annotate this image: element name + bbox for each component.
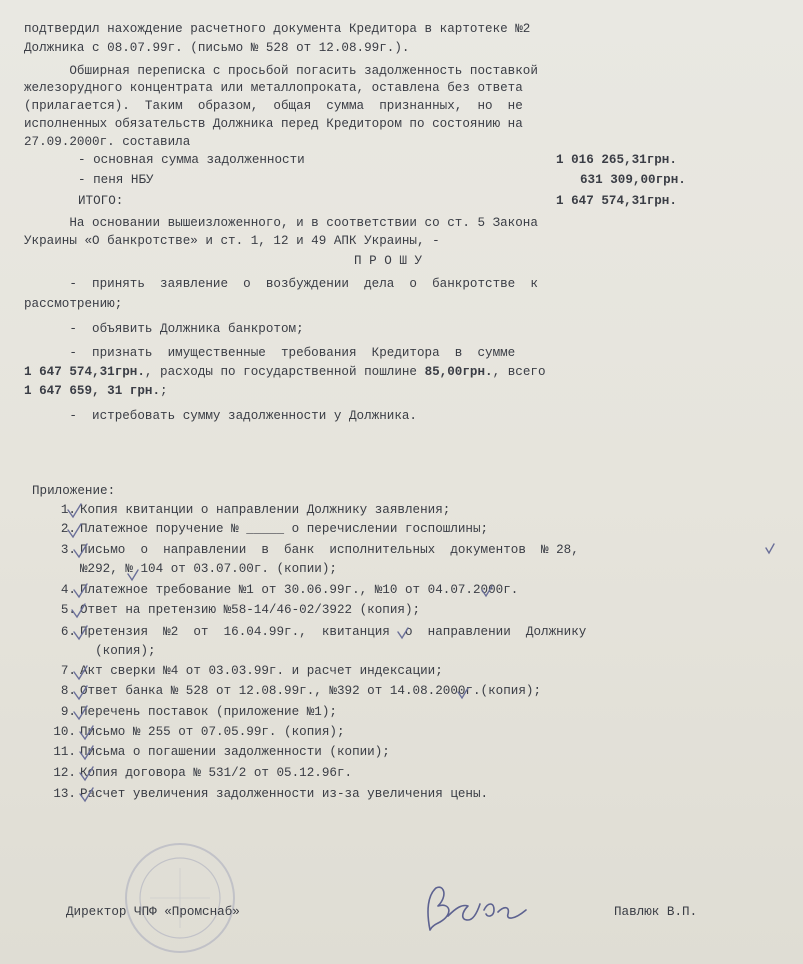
text-line: Обширная переписка с просьбой погасить задолженность поставкой xyxy=(24,64,538,78)
signer-position: Директор ЧПФ «Промснаб» xyxy=(66,905,240,919)
attachment-item: 7. Акт сверки №4 от 03.03.99г. и расчет индексации; xyxy=(60,664,443,678)
attachment-item: 5. Ответ на претензию №58-14/46-02/3922 (копия); xyxy=(60,603,421,617)
request-item: - принять заявление о возбуждении дела о банкротстве к xyxy=(24,277,538,291)
attachment-item-cont: (копия); xyxy=(80,644,156,658)
total-value: 1 647 574,31грн. xyxy=(556,194,677,208)
attachment-item: 8. Ответ банка № 528 от 12.08.99г., №392 от 14.08.2000г.(копия); xyxy=(60,684,542,698)
penalty-value: 631 309,00грн. xyxy=(580,173,686,187)
request-text: , всего xyxy=(492,365,546,379)
attachment-item: 11. Письма о погашении задолженности (копии); xyxy=(53,745,390,759)
text-line: 27.09.2000г. составила xyxy=(24,135,191,149)
request-item xyxy=(0,384,803,399)
attachment-item: 4. Платежное требование №1 от 30.06.99г., №10 от 04.07.2000г. xyxy=(60,583,519,597)
attachment-item: 13. Расчет увеличения задолженности из-за увеличения цены. xyxy=(53,787,489,801)
attachment-item: 1. Копия квитанции о направлении Должнику заявления; xyxy=(60,503,451,517)
attachment-item: 12. Копия договора № 531/2 от 05.12.96г. xyxy=(53,766,353,780)
attachment-item: 3. Письмо о направлении в банк исполнительных документов № 28, xyxy=(60,543,579,557)
text-line: Должника с 08.07.99г. (письмо № 528 от 12.08.99г.). xyxy=(24,41,410,55)
attachment-item: 6. Претензия №2 от 16.04.99г., квитанция о направлении Должнику xyxy=(60,625,587,639)
request-item: - признать имущественные требования Кредитора в сумме xyxy=(24,346,516,360)
request-item: - объявить Должника банкротом; xyxy=(24,322,304,336)
text-line: На основании вышеизложенного, и в соответствии со ст. 5 Закона xyxy=(24,216,538,230)
text-line: Украины «О банкротстве» и ст. 1, 12 и 49 АПК Украины, - xyxy=(24,234,440,248)
text-line: железорудного концентрата или металлопроката, оставлена без ответа xyxy=(24,81,523,95)
claim-amount: 1 647 574,31грн. xyxy=(24,365,145,379)
request-text: , расходы по государственной пошлине xyxy=(144,365,425,379)
text-line: исполненных обязательств Должника перед Кредитором по состоянию на xyxy=(24,117,523,131)
attachment-item: 2. Платежное поручение № _____ о перечислении госпошлины; xyxy=(60,522,489,536)
request-heading: П Р О Ш У xyxy=(354,254,423,268)
request-text: ; xyxy=(160,384,168,398)
signer-name: Павлюк В.П. xyxy=(614,905,698,919)
attachment-item: 9. Перечень поставок (приложение №1); xyxy=(60,705,337,719)
attachment-item-cont: №292, № 104 от 03.07.00г. (копии); xyxy=(80,562,337,576)
text-line: (прилагается). Таким образом, общая сумма признанных, но не xyxy=(24,99,523,113)
fee-amount: 85,00грн. xyxy=(424,365,493,379)
text-line: подтвердил нахождение расчетного документа Кредитора в картотеке №2 xyxy=(24,22,531,36)
total-label: ИТОГО: xyxy=(78,194,124,208)
attachments-heading: Приложение: xyxy=(32,484,116,498)
penalty-label: - пеня НБУ xyxy=(78,173,154,187)
request-item xyxy=(0,365,803,380)
request-item: рассмотрению; xyxy=(24,297,123,311)
total-claim-amount: 1 647 659, 31 грн. xyxy=(24,384,161,398)
principal-value: 1 016 265,31грн. xyxy=(556,153,677,167)
attachment-item: 10. Письмо № 255 от 07.05.99г. (копия); xyxy=(53,725,345,739)
stamp-icon xyxy=(120,838,240,958)
principal-label: - основная сумма задолженности xyxy=(78,153,305,167)
signature-icon xyxy=(408,880,538,940)
request-item: - истребовать сумму задолженности у Должника. xyxy=(24,409,417,423)
